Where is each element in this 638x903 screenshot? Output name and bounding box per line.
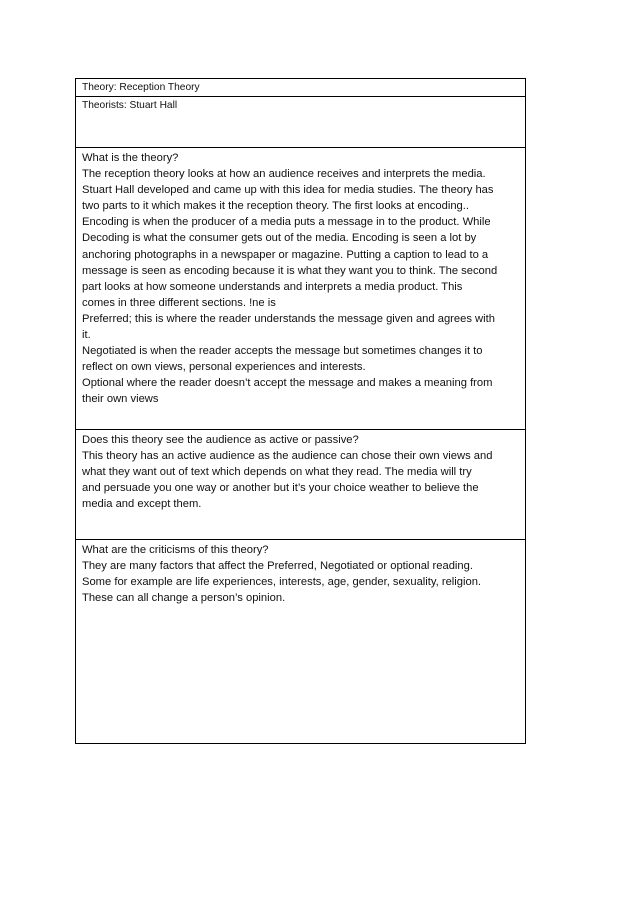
body-line: These can all change a person’s opinion. bbox=[82, 592, 286, 605]
theorists-row bbox=[76, 96, 525, 147]
body-line: This theory has an active audience as the audience can chose their own views and bbox=[82, 450, 493, 463]
audience-section bbox=[76, 429, 525, 539]
body-line: comes in three different sections. !ne is bbox=[82, 296, 276, 309]
body-line: message is seen as encoding because it is what they want you to think. The second bbox=[82, 264, 498, 277]
section-heading: What are the criticisms of this theory? bbox=[82, 544, 269, 556]
theorists-label: Theorists: Stuart Hall bbox=[82, 100, 178, 111]
body-line: their own views bbox=[82, 393, 159, 406]
body-line: Preferred; this is where the reader understands the message given and agrees with bbox=[82, 312, 495, 325]
body-line: Decoding is what the consumer gets out of the media. Encoding is seen a lot by bbox=[82, 232, 477, 245]
criticisms-section bbox=[76, 539, 525, 743]
body-line: Some for example are life experiences, interests, age, gender, sexuality, religion. bbox=[82, 576, 482, 589]
body-line: media and except them. bbox=[82, 498, 202, 511]
body-line: Stuart Hall developed and came up with this idea for media studies. The theory has bbox=[82, 184, 494, 197]
body-line: They are many factors that affect the Preferred, Negotiated or optional reading. bbox=[82, 560, 473, 573]
body-line: two parts to it which makes it the reception theory. The first looks at encoding.. bbox=[82, 200, 469, 213]
section-heading: Does this theory see the audience as active or passive? bbox=[82, 434, 359, 446]
body-line: anchoring photographs in a newspaper or magazine. Putting a caption to lead to a bbox=[82, 248, 489, 261]
theory-table bbox=[75, 78, 526, 744]
body-line: Negotiated is when the reader accepts the message but sometimes changes it to bbox=[82, 345, 483, 358]
body-line: The reception theory looks at how an audience receives and interprets the media. bbox=[82, 168, 486, 181]
theory-label: Theory: Reception Theory bbox=[82, 82, 200, 93]
theory-row bbox=[76, 79, 525, 96]
body-line: what they want out of text which depends on what they read. The media will try bbox=[82, 466, 472, 479]
what-is-theory-section bbox=[76, 147, 525, 429]
body-line: it. bbox=[82, 329, 91, 342]
body-line: Optional where the reader doesn’t accept the message and makes a meaning from bbox=[82, 377, 493, 390]
body-line: and persuade you one way or another but it’s your choice weather to believe the bbox=[82, 482, 479, 495]
body-line: Encoding is when the producer of a media puts a message in to the product. While bbox=[82, 216, 491, 229]
section-heading: What is the theory? bbox=[82, 152, 179, 164]
body-line: reflect on own views, personal experiences and interests. bbox=[82, 361, 366, 374]
body-line: part looks at how someone understands and interprets a media product. This bbox=[82, 280, 463, 293]
